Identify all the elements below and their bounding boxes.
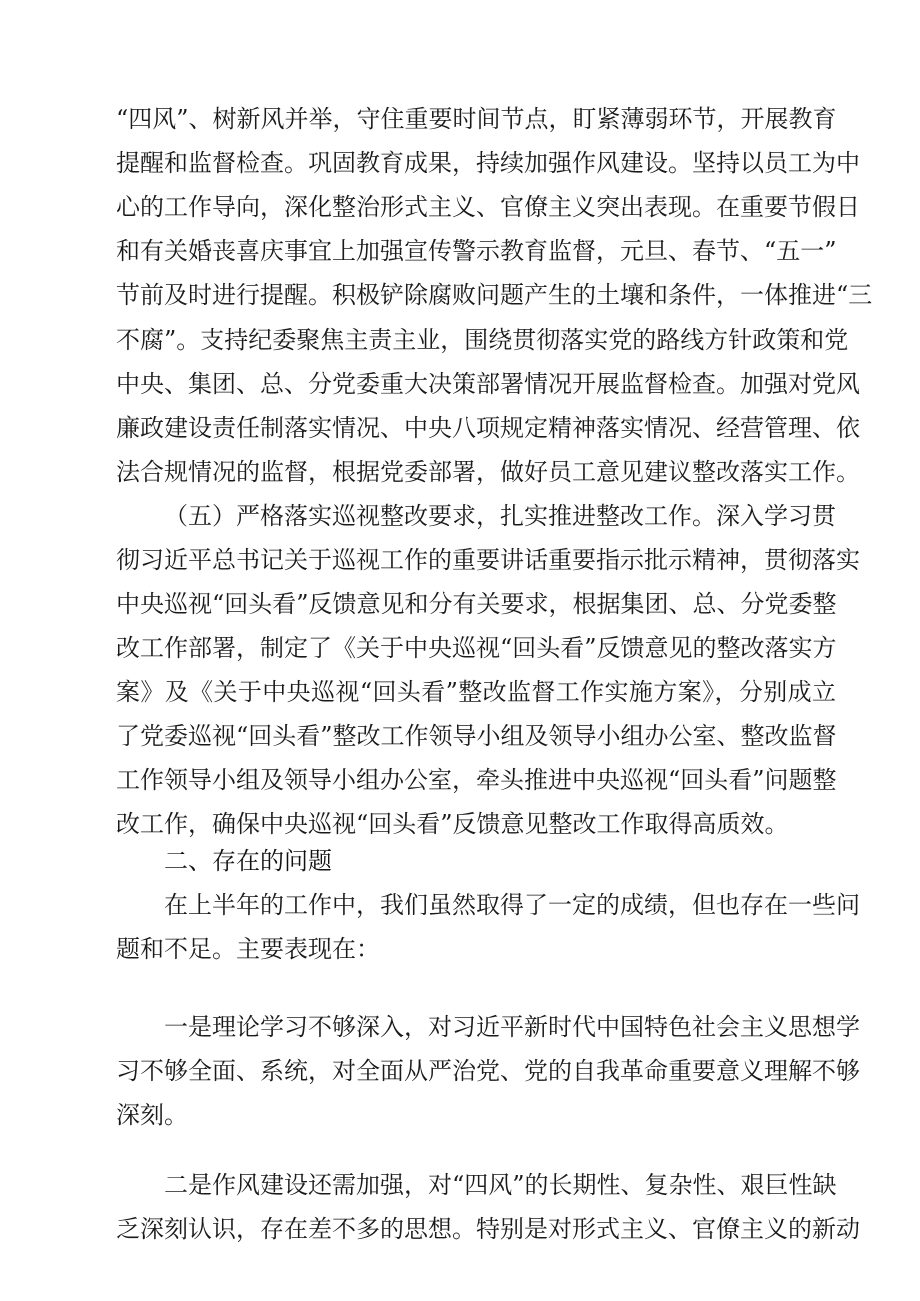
text-line: 了党委巡视“回头看”整改工作领导小组及领导小组办公室、整改监督 (116, 722, 837, 750)
text-line: 工作领导小组及领导小组办公室，牵头推进中央巡视“回头看”问题整 (116, 766, 837, 794)
text-line: “四风”、树新风并举，守住重要时间节点，盯紧薄弱环节，开展教育 (116, 105, 837, 133)
text-line: 习不够全面、系统，对全面从严治党、党的自我革命重要意义理解不够 (116, 1057, 860, 1085)
text-line: 中央、集团、总、分党委重大决策部署情况开展监督检查。加强对党风 (116, 370, 860, 398)
text-line: （五）严格落实巡视整改要求，扎实推进整改工作。深入学习贯 (164, 502, 836, 530)
text-line: 不腐”。支持纪委聚焦主责主业，围绕贯彻落实党的路线方针政策和党 (116, 326, 849, 354)
text-line: 深刻。 (116, 1101, 188, 1129)
text-line: 心的工作导向，深化整治形式主义、官僚主义突出表现。在重要节假日 (116, 193, 860, 221)
text-line: 和有关婚丧喜庆事宜上加强宣传警示教育监督，元旦、春节、“五一” (116, 237, 837, 265)
text-line: 案》及《关于中央巡视“回头看”整改监督工作实施方案》，分别成立 (116, 678, 836, 706)
text-line: 改工作，确保中央巡视“回头看”反馈意见整改工作取得高质效。 (116, 810, 789, 838)
text-line: 中央巡视“回头看”反馈意见和分有关要求，根据集团、总、分党委整 (116, 590, 837, 618)
text-line: 改工作部署，制定了《关于中央巡视“回头看”反馈意见的整改落实方 (116, 634, 837, 662)
text-line: 二是作风建设还需加强，对“四风”的长期性、复杂性、艰巨性缺 (164, 1171, 837, 1199)
text-line: 题和不足。主要表现在： (116, 935, 380, 963)
text-line: 一是理论学习不够深入，对习近平新时代中国特色社会主义思想学 (164, 1013, 860, 1041)
text-line: 提醒和监督检查。巩固教育成果，持续加强作风建设。坚持以员工为中 (116, 149, 860, 177)
text-line: 彻习近平总书记关于巡视工作的重要讲话重要指示批示精神，贯彻落实 (116, 546, 860, 574)
text-line: 乏深刻认识，存在差不多的思想。特别是对形式主义、官僚主义的新动 (116, 1215, 860, 1243)
text-line: 法合规情况的监督，根据党委部署，做好员工意见建议整改落实工作。 (116, 458, 860, 486)
text-line: 廉政建设责任制落实情况、中央八项规定精神落实情况、经营管理、依 (116, 414, 860, 442)
text-line: 在上半年的工作中，我们虽然取得了一定的成绩，但也存在一些问 (164, 891, 860, 919)
section-heading: 二、存在的问题 (164, 847, 332, 875)
text-line: 节前及时进行提醒。积极铲除腐败问题产生的土壤和条件，一体推进“三 (116, 281, 873, 309)
